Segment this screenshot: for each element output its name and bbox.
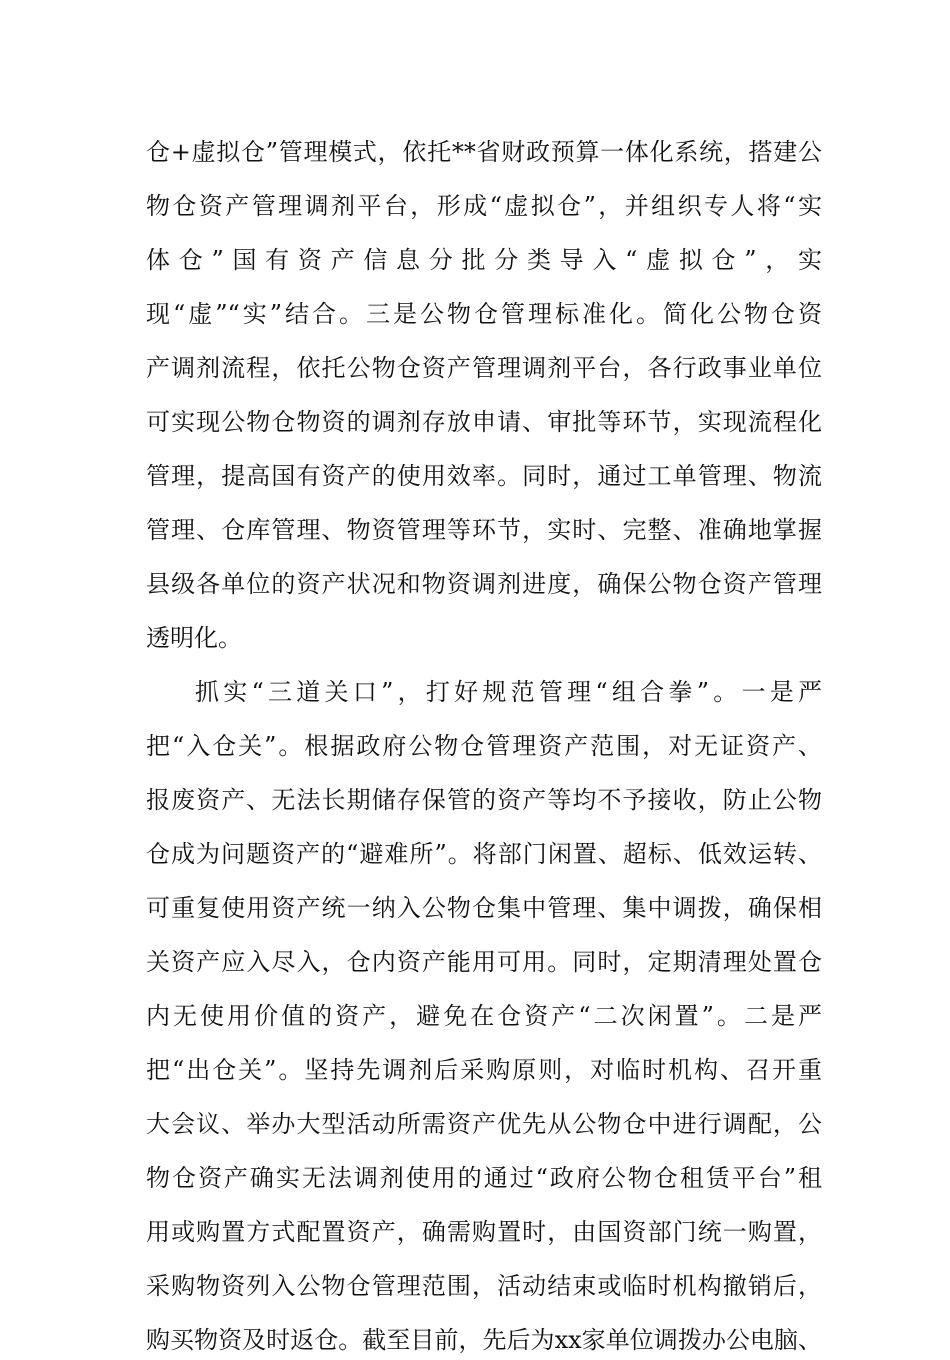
text-line: 采购物资列入公物仓管理范围，活动结束或临时机构撤销后， (146, 1272, 822, 1300)
text-line: 管理，提高国有资产的使用效率。同时，通过工单管理、物流 (146, 462, 822, 490)
text-line: 物仓资产确实无法调剂使用的通过“政府公物仓租赁平台”租 (146, 1164, 822, 1192)
text-line: 把“入仓关”。根据政府公物仓管理资产范围，对无证资产、 (146, 732, 822, 760)
text-line: 体仓”国有资产信息分批分类导入“虚拟仓”，实 (146, 246, 822, 274)
text-line: 物仓资产管理调剂平台，形成“虚拟仓”，并组织专人将“实 (146, 192, 822, 220)
text-line: 内无使用价值的资产，避免在仓资产“二次闲置”。二是严 (146, 1002, 822, 1030)
text-line: 透明化。 (146, 624, 242, 652)
text-line: 用或购置方式配置资产，确需购置时，由国资部门统一购置， (146, 1218, 822, 1246)
text-line: 可重复使用资产统一纳入公物仓集中管理、集中调拨，确保相 (146, 894, 822, 922)
text-line: 把“出仓关”。坚持先调剂后采购原则，对临时机构、召开重 (146, 1056, 822, 1084)
text-line: 管理、仓库管理、物资管理等环节，实时、完整、准确地掌握 (146, 516, 822, 544)
text-line: 关资产应入尽入，仓内资产能用可用。同时，定期清理处置仓 (146, 948, 822, 976)
text-line: 仓+虚拟仓”管理模式，依托**省财政预算一体化系统，搭建公 (146, 138, 822, 166)
text-line: 产调剂流程，依托公物仓资产管理调剂平台，各行政事业单位 (146, 354, 822, 382)
text-line: 县级各单位的资产状况和物资调剂进度，确保公物仓资产管理 (146, 570, 822, 598)
text-line: 购买物资及时返仓。截至目前，先后为xx家单位调拨办公电脑、 (146, 1326, 822, 1354)
text-line: 现“虚”“实”结合。三是公物仓管理标准化。简化公物仓资 (146, 300, 822, 328)
text-line: 大会议、举办大型活动所需资产优先从公物仓中进行调配，公 (146, 1110, 822, 1138)
text-line: 可实现公物仓物资的调剂存放申请、审批等环节，实现流程化 (146, 408, 822, 436)
text-line: 报废资产、无法长期储存保管的资产等均不予接收，防止公物 (146, 786, 822, 814)
text-line: 仓成为问题资产的“避难所”。将部门闲置、超标、低效运转、 (146, 840, 822, 868)
text-line: 抓实“三道关口”，打好规范管理“组合拳”。一是严 (195, 678, 822, 706)
